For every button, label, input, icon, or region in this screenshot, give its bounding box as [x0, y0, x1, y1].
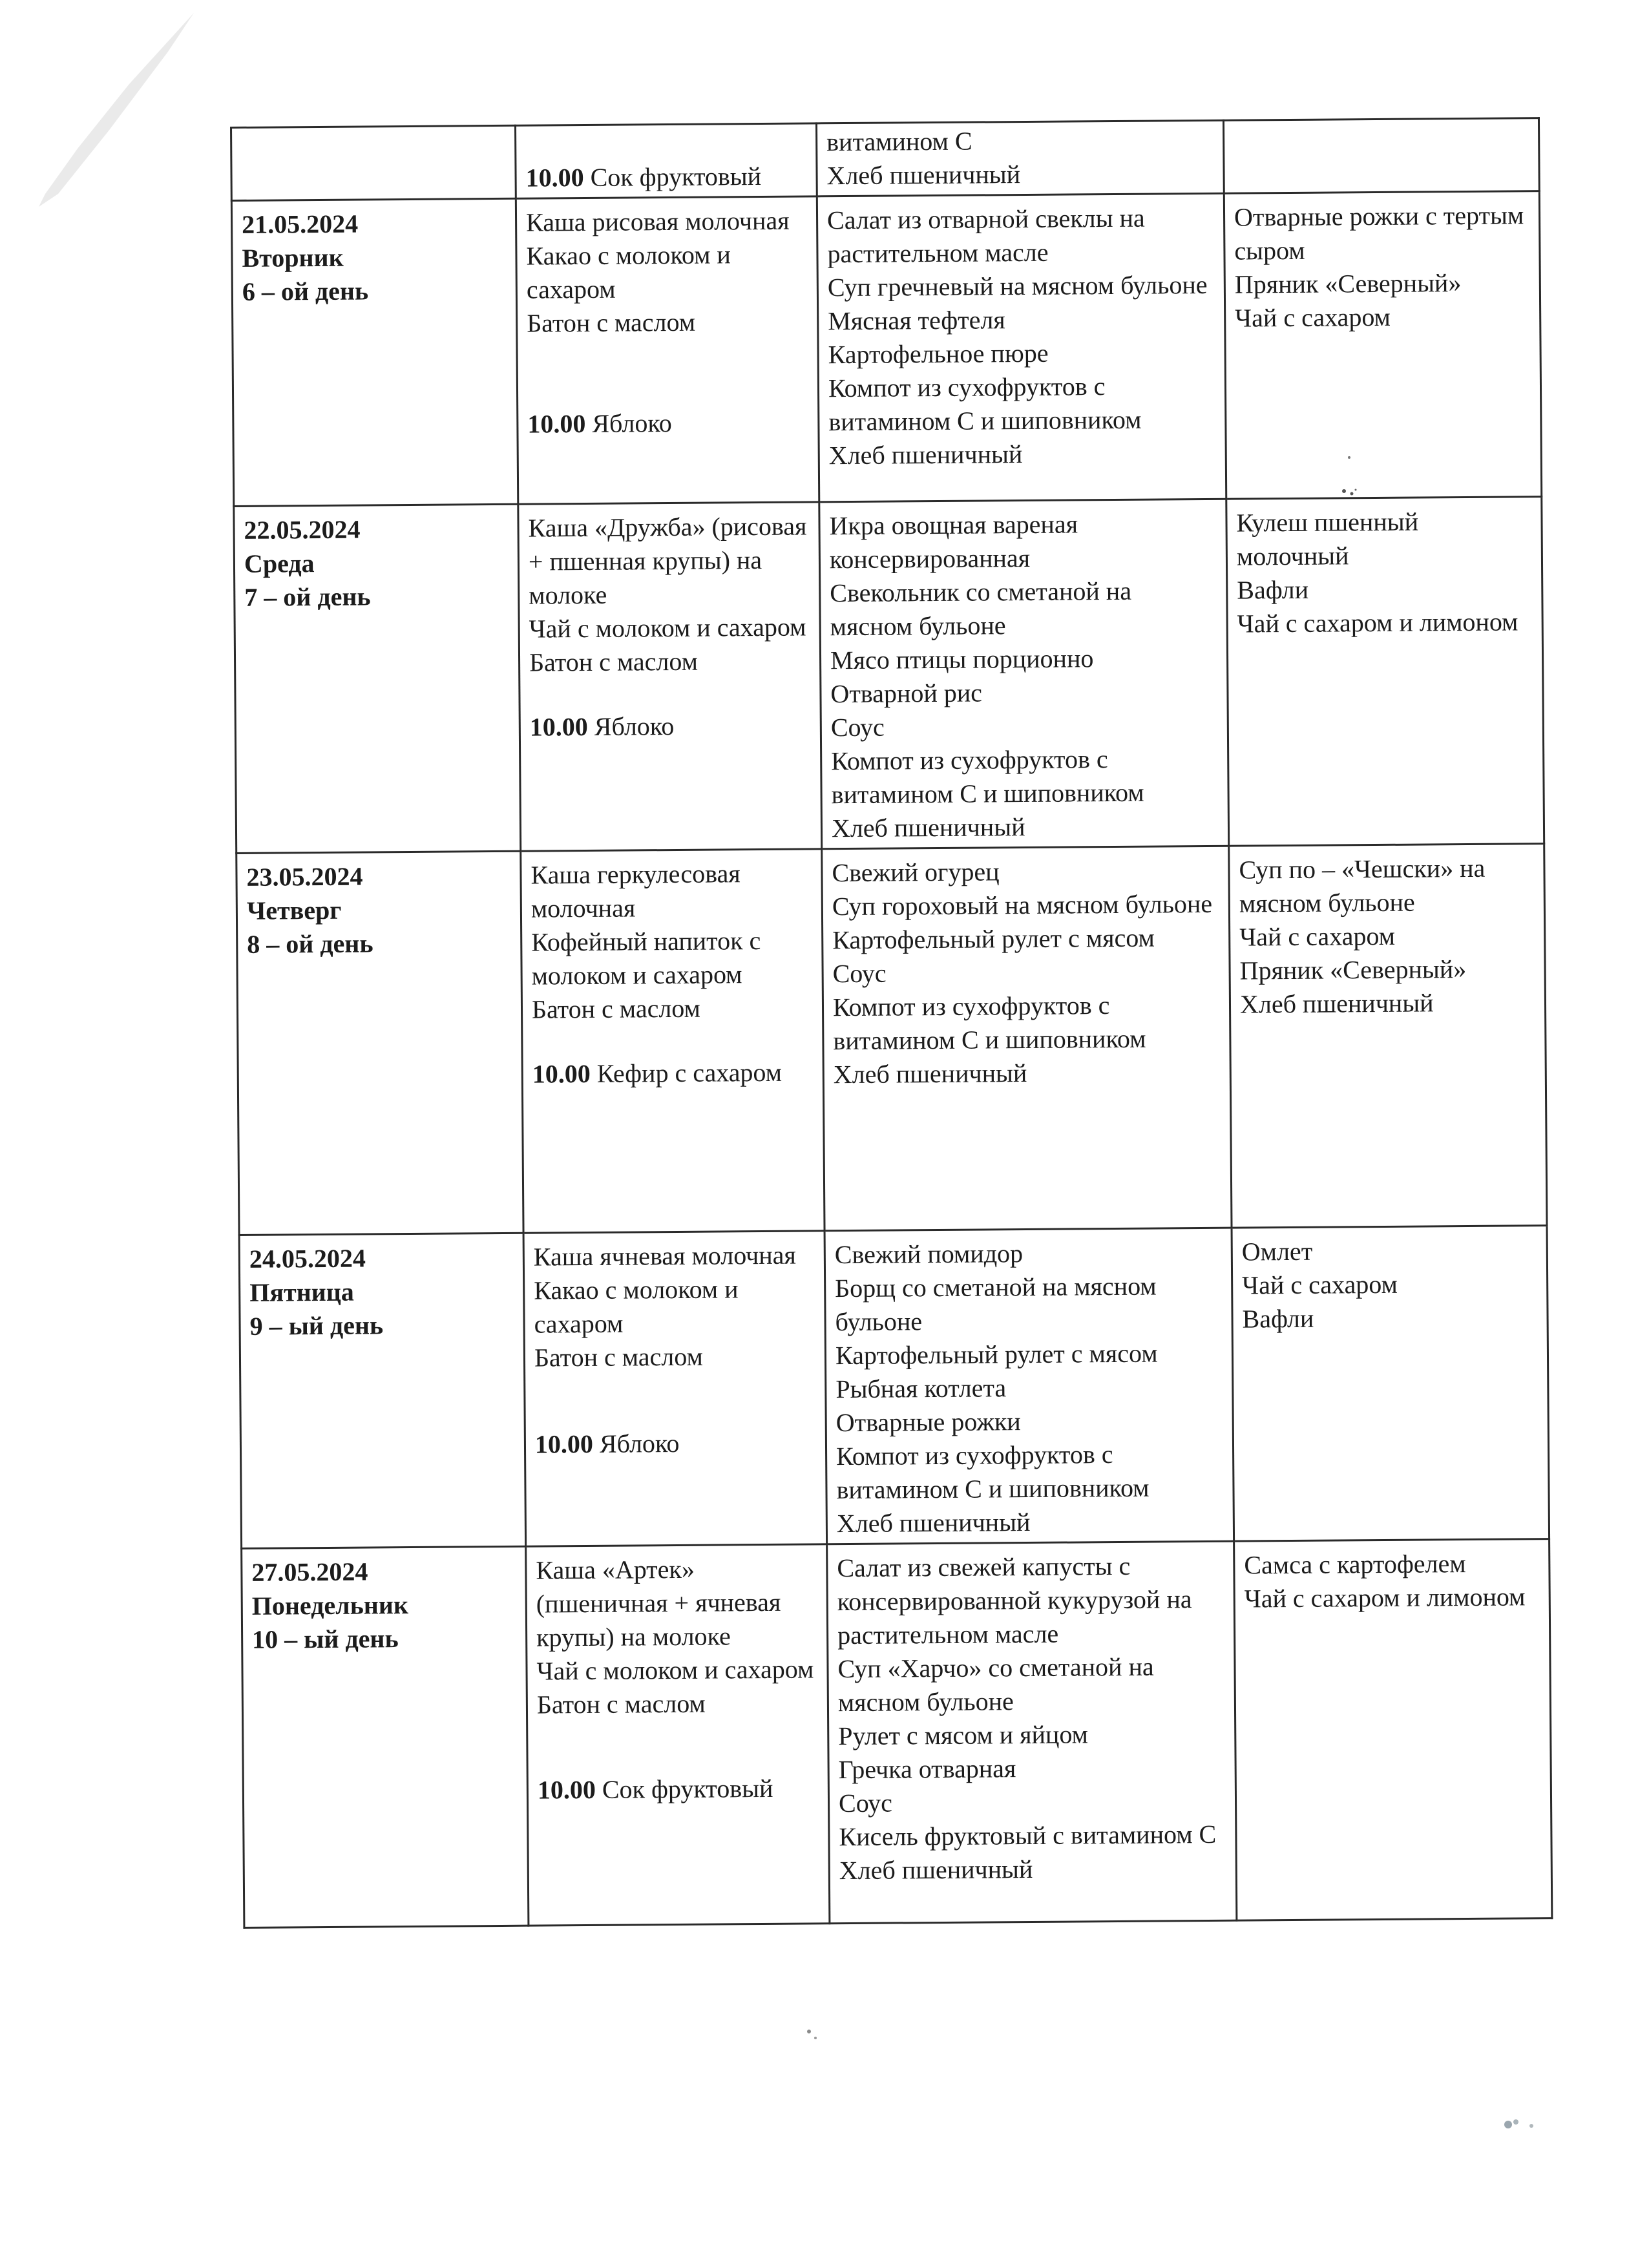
afternoon-cell: [1226, 497, 1544, 846]
weekday-text: Вторник: [242, 242, 344, 273]
dish-item: Каша геркулесовая молочная: [530, 859, 740, 923]
dish-item: Соус: [832, 958, 887, 989]
lunch-cell: [824, 1228, 1234, 1544]
dish-item: Хлеб пшеничный: [831, 812, 1025, 843]
dish-item: Кисель фруктовый с витамином С: [839, 1819, 1217, 1852]
dish-item: Батон с маслом: [531, 993, 701, 1024]
dish-item: Вафли: [1237, 574, 1309, 605]
weekday-text: Четверг: [246, 895, 342, 925]
dish-item: Салат из отварной свеклы на растительном масле: [826, 203, 1145, 269]
dish-item: Чай с молоком и сахаром: [529, 612, 806, 644]
lunch-cell: [816, 120, 1224, 196]
dish-item: Какао с молоком и сахаром: [534, 1274, 739, 1339]
dish-item: Рыбная котлета: [835, 1373, 1007, 1404]
day-number-text: 8 – ой день: [247, 929, 373, 959]
morning-snack: 10.00 Сок фруктовый: [525, 161, 762, 193]
table-row: [231, 118, 1540, 201]
date-cell: [231, 125, 516, 200]
table-row: [236, 844, 1547, 1235]
dish-item: Чай с сахаром и лимоном: [1244, 1582, 1526, 1613]
dish-item: Чай с сахаром: [1242, 1269, 1398, 1300]
table-row: [239, 1226, 1549, 1549]
dish-item: витамином С: [826, 126, 972, 157]
dish-item: Суп по – «Чешски» на мясном бульоне: [1239, 853, 1486, 918]
breakfast-cell: [515, 123, 817, 198]
scan-edge-shadow: [0, 0, 213, 213]
dish-item: Каша рисовая молочная: [525, 205, 790, 237]
dish-item: Батон с маслом: [534, 1341, 703, 1372]
dish-item: Мясо птицы порционно: [830, 644, 1094, 675]
date-cell: [239, 1233, 526, 1548]
dish-item: Отварной рис: [830, 678, 983, 709]
dish-item: Чай с сахаром и лимоном: [1237, 607, 1518, 638]
dish-item: Картофельное пюре: [828, 338, 1049, 370]
afternoon-cell: [1223, 118, 1539, 194]
morning-snack: 10.00 Сок фруктовый: [537, 1773, 773, 1805]
day-number-text: 7 – ой день: [244, 582, 371, 612]
breakfast-cell: [518, 502, 822, 851]
afternoon-cell: [1232, 1226, 1549, 1542]
afternoon-cell: [1229, 844, 1547, 1228]
dish-item: Картофельный рулет с мясом: [835, 1338, 1158, 1370]
date-text: 22.05.2024: [244, 514, 361, 545]
dish-item: Самса с картофелем: [1244, 1549, 1466, 1580]
table-row: [242, 1539, 1552, 1928]
dish-item: Хлеб пшеничный: [833, 1058, 1027, 1089]
dish-item: Свежий огурец: [832, 857, 1000, 888]
dish-item: Компот из сухофруктов с витамином С и шиповником: [832, 991, 1146, 1056]
dish-item: Кофейный напиток с молоком и сахаром: [531, 926, 761, 991]
breakfast-cell: [521, 849, 824, 1233]
dish-item: Рулет с мясом и яйцом: [838, 1719, 1089, 1751]
weekday-text: Среда: [244, 549, 315, 578]
dish-item: Батон с маслом: [527, 307, 696, 338]
afternoon-cell: [1234, 1539, 1552, 1921]
dish-item: Вафли: [1242, 1303, 1314, 1334]
dish-item: Хлеб пшеничный: [836, 1507, 1031, 1538]
table-row: [231, 191, 1541, 507]
dish-item: Свекольник со сметаной на мясном бульоне: [830, 576, 1132, 642]
lunch-cell: [827, 1541, 1237, 1924]
dish-item: Мясная тефтеля: [828, 305, 1005, 336]
dish-item: Хлеб пшеничный: [839, 1854, 1033, 1885]
dish-item: Свежий помидор: [834, 1239, 1024, 1270]
dish-item: Суп гороховый на мясном бульоне: [832, 888, 1213, 921]
table-row: [234, 497, 1544, 854]
morning-snack: 10.00 Яблоко: [529, 711, 675, 742]
dish-item: Каша «Артек» (пшеничная + ячневая крупы) на молоке: [536, 1554, 781, 1652]
weekday-text: Понедельник: [251, 1590, 409, 1621]
dish-item: Отварные рожки с тертым сыром: [1234, 200, 1524, 266]
lunch-cell: [819, 499, 1229, 849]
dish-item: Суп гречневый на мясном бульоне: [827, 269, 1208, 302]
dish-item: Отварные рожки: [835, 1407, 1021, 1438]
dish-item: Батон с маслом: [536, 1688, 706, 1719]
date-cell: [236, 851, 523, 1235]
dish-item: Компот из сухофруктов с витамином С и шиповником: [831, 744, 1144, 810]
scan-speck-2: [801, 2022, 827, 2048]
dish-item: Соус: [838, 1788, 893, 1818]
date-text: 21.05.2024: [241, 209, 359, 239]
day-number-text: 6 – ой день: [242, 276, 369, 306]
lunch-cell: [817, 193, 1226, 502]
date-cell: [231, 198, 518, 506]
dish-item: Хлеб пшеничный: [828, 439, 1023, 470]
day-number-text: 10 – ый день: [251, 1624, 399, 1654]
dish-item: Пряник «Северный»: [1239, 954, 1467, 985]
scan-speck-3: [1499, 2113, 1544, 2139]
dish-item: Компот из сухофруктов с витамином С и шиповником: [835, 1440, 1150, 1505]
morning-snack: 10.00 Кефир с сахаром: [532, 1057, 782, 1089]
dish-item: Чай с сахаром: [1239, 921, 1396, 952]
breakfast-cell: [523, 1231, 827, 1546]
dish-item: Соус: [830, 712, 885, 742]
dish-item: Чай с молоком и сахаром: [536, 1654, 814, 1686]
date-text: 27.05.2024: [251, 1557, 368, 1587]
date-text: 24.05.2024: [249, 1243, 366, 1274]
breakfast-cell: [516, 196, 819, 504]
dish-item: Картофельный рулет с мясом: [832, 923, 1155, 955]
lunch-cell: [822, 846, 1232, 1231]
weekday-text: Пятница: [249, 1277, 354, 1307]
dish-item: Каша ячневая молочная: [533, 1240, 797, 1272]
dish-item: Борщ со сметаной на мясном бульоне: [835, 1271, 1157, 1337]
day-number-text: 9 – ый день: [249, 1310, 384, 1341]
date-text: 23.05.2024: [246, 861, 363, 892]
dish-item: Хлеб пшеничный: [1239, 988, 1434, 1019]
date-cell: [242, 1546, 529, 1927]
dish-item: Гречка отварная: [838, 1754, 1016, 1785]
date-cell: [234, 504, 521, 853]
dish-item: Каша «Дружба» (рисовая + пшенная крупы) на молоке: [528, 511, 807, 610]
dish-item: Кулеш пшенный молочный: [1236, 507, 1419, 571]
dish-item: Суп «Харчо» со сметаной на мясном бульоне: [837, 1652, 1154, 1717]
afternoon-cell: [1224, 191, 1541, 499]
breakfast-cell: [526, 1544, 830, 1926]
dish-item: Батон с маслом: [529, 646, 698, 677]
dish-item: Пряник «Северный»: [1234, 268, 1462, 299]
dish-item: Икра овощная вареная консервированная: [829, 509, 1078, 574]
dish-item: Компот из сухофруктов с витамином С и шиповником: [828, 372, 1142, 437]
dish-item: Какао с молоком и сахаром: [526, 240, 731, 304]
morning-snack: 10.00 Яблоко: [527, 408, 672, 439]
menu-table: [230, 117, 1553, 1929]
dish-item: Хлеб пшеничный: [826, 160, 1021, 191]
morning-snack: 10.00 Яблоко: [534, 1428, 680, 1459]
dish-item: Чай с сахаром: [1235, 302, 1391, 333]
dish-item: Салат из свежей капусты с консервированной кукурузой на растительном масле: [837, 1551, 1192, 1650]
dish-item: Омлет: [1241, 1236, 1313, 1266]
